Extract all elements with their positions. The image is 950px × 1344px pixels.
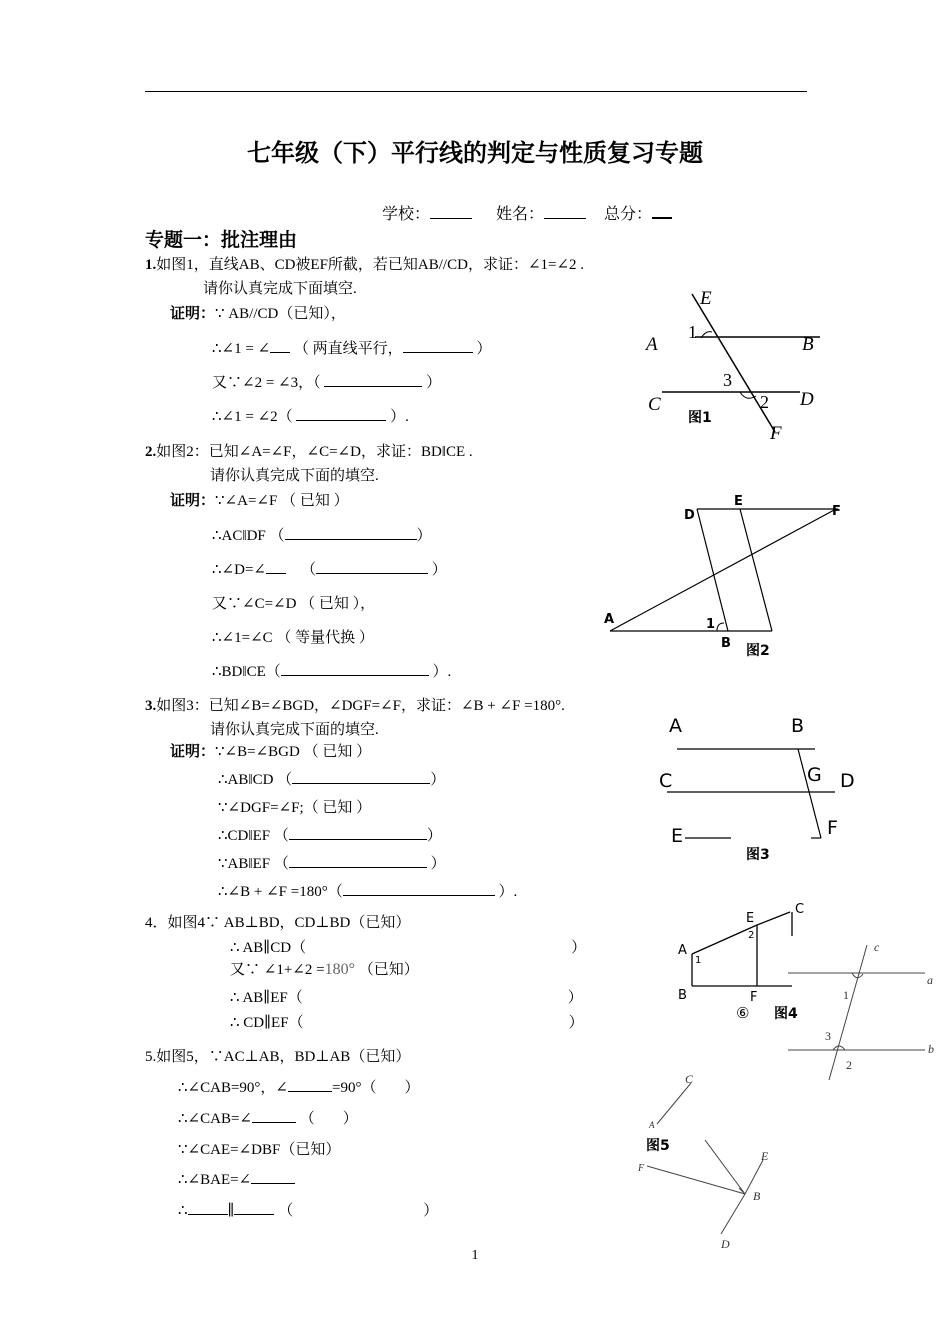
q2-stem: 2.如图2：已知∠A=∠F，∠C=∠D，求证：BD‖CE . <box>145 444 473 460</box>
fig4b-angle-1: 1 <box>843 988 849 1002</box>
fig2-label-E: E <box>734 494 743 509</box>
q3-proof-line-1: 证明：∵∠B=∠BGD （ 已知 ） <box>170 744 372 760</box>
page-number: 1 <box>471 1248 479 1263</box>
figure-3 <box>655 712 865 867</box>
fig5-label-D: D <box>721 1237 730 1251</box>
q2-blank-2[interactable] <box>316 559 428 574</box>
fig4-label-E: E <box>746 911 755 926</box>
student-info: 学校： 姓名： 总分： <box>382 201 672 224</box>
figure-5 <box>635 1068 795 1253</box>
fig2-angle-1: 1 <box>706 617 716 632</box>
fig3-label-E: E <box>671 825 684 847</box>
q1-stem: 1.如图1，直线AB、CD被EF所截，若已知AB//CD，求证：∠1=∠2 . <box>145 257 585 273</box>
q2-blank-1[interactable] <box>285 525 417 540</box>
q5-blank-3[interactable] <box>251 1169 295 1184</box>
fig1-caption: 图1 <box>688 410 712 426</box>
q1-proof-line-4: ∴∠1 = ∠2（ ）. <box>212 405 409 426</box>
q2-proof-line-2: ∴AC‖DF （ ） <box>212 524 432 545</box>
fig4b-angle-2: 2 <box>846 1058 852 1072</box>
q5-line-5: ∴ ∥ （ ） <box>178 1199 438 1220</box>
q5-blank-2[interactable] <box>252 1108 296 1123</box>
q3-proof-line-3: ∵∠DGF=∠F;（ 已知 ） <box>218 800 372 816</box>
fig3-label-F: F <box>827 817 838 839</box>
fig3-label-G: G <box>807 764 822 786</box>
fig1-angle-1: 1 <box>688 322 697 342</box>
fig2-caption: 图2 <box>746 643 770 659</box>
q4-stem: 4．如图4∵ AB⊥BD，CD⊥BD（已知） <box>145 915 411 931</box>
q5-blank-5[interactable] <box>234 1200 274 1215</box>
q2-proof-line-1: 证明：∵∠A=∠F （ 已知 ） <box>170 493 349 509</box>
fig4-label-C: C <box>795 902 805 917</box>
q2-instruction: 请你认真完成下面的填空. <box>210 468 379 484</box>
page-title: 七年级（下）平行线的判定与性质复习专题 <box>247 139 703 167</box>
name-blank[interactable] <box>544 204 586 219</box>
q4-line-4: ∴ CD∥EF（ ） <box>230 1015 584 1031</box>
q5-stem: 5.如图5，∵AC⊥AB，BD⊥AB（已知） <box>145 1049 411 1065</box>
q5-blank-1[interactable] <box>288 1077 332 1092</box>
q3-proof-line-2: ∴AB‖CD （ ） <box>218 768 445 789</box>
fig4b-angle-3: 3 <box>825 1029 831 1043</box>
fig1-label-E: E <box>700 288 712 309</box>
fig5-label-F: F <box>638 1163 645 1174</box>
fig2-label-F: F <box>832 504 841 519</box>
fig2-label-D: D <box>684 508 695 523</box>
q1-blank-reason-1[interactable] <box>403 338 473 353</box>
fig2-label-A: A <box>604 612 615 627</box>
section-title: 专题一：批注理由 <box>145 229 298 251</box>
fig4-angle-1: 1 <box>695 955 702 966</box>
q3-proof-line-4: ∴CD‖EF （ ） <box>218 824 442 845</box>
fig4-label-B: B <box>678 988 687 1003</box>
fig5-label-A: A <box>649 1120 655 1130</box>
fig3-label-B: B <box>791 715 805 737</box>
q1-proof-line-3: 又∵∠2 = ∠3，（ ） <box>212 371 441 392</box>
fig4b-label-c: c <box>874 940 880 954</box>
score-blank[interactable] <box>652 203 672 219</box>
q2-proof-line-6: ∴BD‖CE（ ）. <box>212 660 451 681</box>
q1-proof-line-1: 证明：∵ AB//CD（已知）， <box>170 306 346 322</box>
fig1-label-F: F <box>770 423 782 444</box>
q3-blank-4[interactable] <box>343 881 495 896</box>
q1-blank-reason-2[interactable] <box>324 372 422 387</box>
q2-blank-angle[interactable] <box>266 559 286 574</box>
q4-line-3: ∴ AB∥EF（ ） <box>230 990 583 1006</box>
q3-proof-line-6: ∴∠B + ∠F =180°（ ）. <box>218 880 517 901</box>
fig4-angle-2: 2 <box>748 930 755 941</box>
figure-1 <box>640 282 840 447</box>
fig5-label-E: E <box>761 1149 769 1163</box>
fig2-label-B: B <box>721 636 731 651</box>
fig3-label-A: A <box>669 715 682 737</box>
q3-blank-2[interactable] <box>289 825 427 840</box>
fig4-label-F: F <box>750 990 758 1005</box>
fig4b-label-a: a <box>927 973 933 987</box>
q5-line-2: ∴∠CAB=∠ （ ） <box>178 1107 358 1128</box>
q1-proof-line-2: ∴∠1 = ∠ （ 两直线平行， ） <box>212 337 491 358</box>
fig1-label-B: B <box>802 334 814 355</box>
q1-blank-reason-3[interactable] <box>296 406 386 421</box>
q1-blank-angle[interactable] <box>270 338 290 353</box>
q3-proof-line-5: ∵AB‖EF （ ） <box>218 852 446 873</box>
school-blank[interactable] <box>430 204 472 219</box>
q4-line-1: ∴ AB∥CD（ ） <box>230 940 587 956</box>
q4-line-2: 又∵ ∠1+∠2 =180° （已知） <box>230 961 419 978</box>
fig1-angle-3: 3 <box>723 370 732 390</box>
fig5-label-C: C <box>685 1072 694 1086</box>
fig5-caption: 图5 <box>646 1138 670 1154</box>
q3-blank-3[interactable] <box>289 853 427 868</box>
q5-line-4: ∴∠BAE=∠ <box>178 1169 295 1189</box>
q2-proof-line-4: 又∵∠C=∠D （ 已知 ）， <box>212 596 376 612</box>
fig1-label-A: A <box>646 334 658 355</box>
fig4-label-A: A <box>678 943 687 958</box>
fig3-label-C: C <box>659 770 673 792</box>
fig1-label-D: D <box>800 389 814 410</box>
q3-instruction: 请你认真完成下面的填空. <box>210 722 379 738</box>
figure-4b <box>785 940 945 1085</box>
fig3-caption: 图3 <box>746 847 770 863</box>
fig4-caption: 图4 <box>774 1006 798 1022</box>
header-rule <box>145 91 807 92</box>
fig1-angle-2: 2 <box>760 392 769 412</box>
fig5-label-B: B <box>753 1189 761 1203</box>
figure-2 <box>600 495 860 665</box>
q1-instruction: 请你认真完成下面填空. <box>203 281 357 297</box>
q5-line-3: ∵∠CAE=∠DBF（已知） <box>178 1142 341 1158</box>
q2-proof-line-5: ∴∠1=∠C （ 等量代换 ） <box>212 630 374 646</box>
fig4-circled-6: ⑥ <box>736 1004 750 1022</box>
q5-blank-4[interactable] <box>188 1200 228 1215</box>
q3-blank-1[interactable] <box>292 769 430 784</box>
q2-blank-3[interactable] <box>281 661 429 676</box>
q3-stem: 3.如图3：已知∠B=∠BGD，∠DGF=∠F，求证：∠B + ∠F =180°. <box>145 698 565 714</box>
fig3-label-D: D <box>840 770 855 792</box>
q2-proof-line-3: ∴∠D=∠ （ ） <box>212 558 447 579</box>
fig1-label-C: C <box>648 394 661 415</box>
q5-line-1: ∴∠CAB=90°，∠ =90°（ ） <box>178 1076 419 1097</box>
fig4b-label-b: b <box>928 1042 934 1056</box>
